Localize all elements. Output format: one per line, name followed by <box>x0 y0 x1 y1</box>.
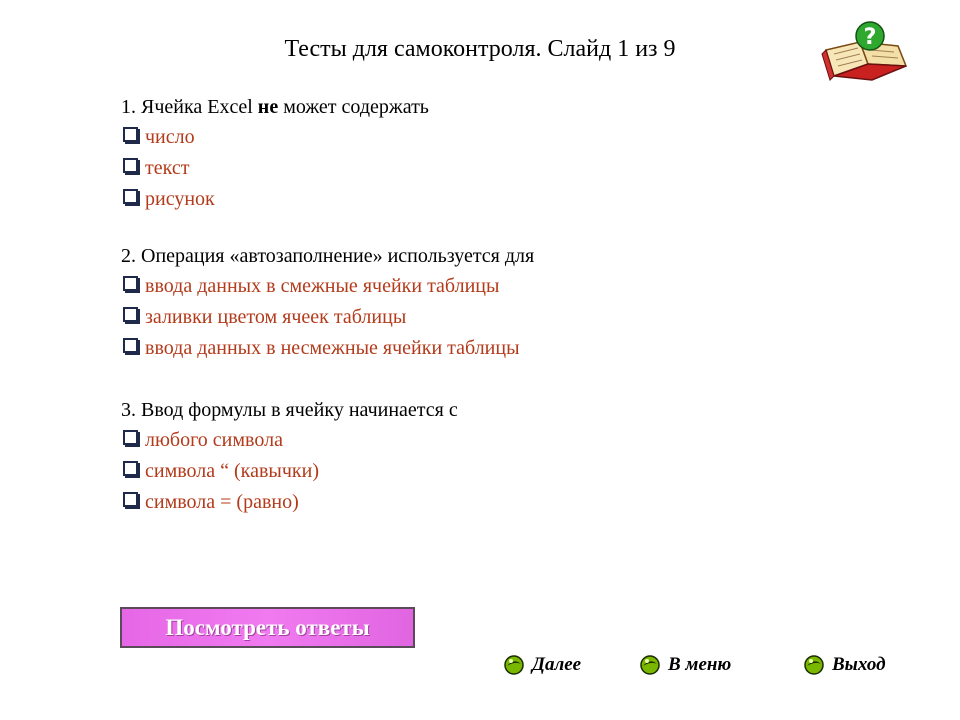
question-1 <box>121 92 841 215</box>
answer-option[interactable] <box>121 487 841 518</box>
answer-option[interactable] <box>121 122 841 153</box>
checkbox-icon[interactable] <box>123 276 138 291</box>
answer-option[interactable] <box>121 271 841 302</box>
answer-option[interactable] <box>121 333 841 364</box>
checkbox-icon[interactable] <box>123 189 138 204</box>
option-label: заливки цветом ячеек таблицы <box>145 306 407 328</box>
option-label: рисунок <box>145 188 215 210</box>
checkbox-icon[interactable] <box>123 430 138 445</box>
checkbox-icon[interactable] <box>123 461 138 476</box>
quiz <box>121 92 841 544</box>
option-label: любого символа <box>145 429 283 451</box>
answer-option[interactable] <box>121 456 841 487</box>
question-3 <box>121 395 841 518</box>
question-text-prefix: 1. Ячейка Excel <box>121 96 258 118</box>
option-label: ввода данных в смежные ячейки таблицы <box>145 275 500 297</box>
book-question-icon <box>820 20 916 86</box>
answer-option[interactable] <box>121 425 841 456</box>
question-text-emphasis: не <box>257 96 279 118</box>
checkbox-icon[interactable] <box>123 158 138 173</box>
svg-text:?: ? <box>863 25 877 50</box>
menu-label: В меню <box>668 654 732 675</box>
exit-label: Выход <box>832 654 886 675</box>
show-answers-button[interactable]: Посмотреть ответы <box>120 607 415 648</box>
option-label: ввода данных в несмежные ячейки таблицы <box>145 337 520 359</box>
option-label: текст <box>145 157 190 179</box>
question-text <box>121 92 841 122</box>
question-2 <box>121 241 841 364</box>
question-text-suffix: может содержать <box>278 96 429 118</box>
question-text: 2. Операция «автозаполнение» используется для <box>121 245 535 267</box>
question-text: 3. Ввод формулы в ячейку начинается с <box>121 399 458 421</box>
answer-option[interactable] <box>121 153 841 184</box>
green-ball-icon <box>504 655 524 675</box>
checkbox-icon[interactable] <box>123 127 138 142</box>
checkbox-icon[interactable] <box>123 338 138 353</box>
checkbox-icon[interactable] <box>123 307 138 322</box>
exit-link[interactable] <box>804 654 886 676</box>
next-label: Далее <box>532 654 582 675</box>
slide-title: Тесты для самоконтроля. Слайд 1 из 9 <box>284 36 676 62</box>
answer-option[interactable] <box>121 302 841 333</box>
answer-option[interactable] <box>121 184 841 215</box>
menu-link[interactable] <box>640 654 731 676</box>
checkbox-icon[interactable] <box>123 492 138 507</box>
next-link[interactable] <box>504 654 581 676</box>
option-label: число <box>145 126 195 148</box>
option-label: символа = (равно) <box>145 491 299 513</box>
option-label: символа “ (кавычки) <box>145 460 319 482</box>
green-ball-icon <box>804 655 824 675</box>
green-ball-icon <box>640 655 660 675</box>
